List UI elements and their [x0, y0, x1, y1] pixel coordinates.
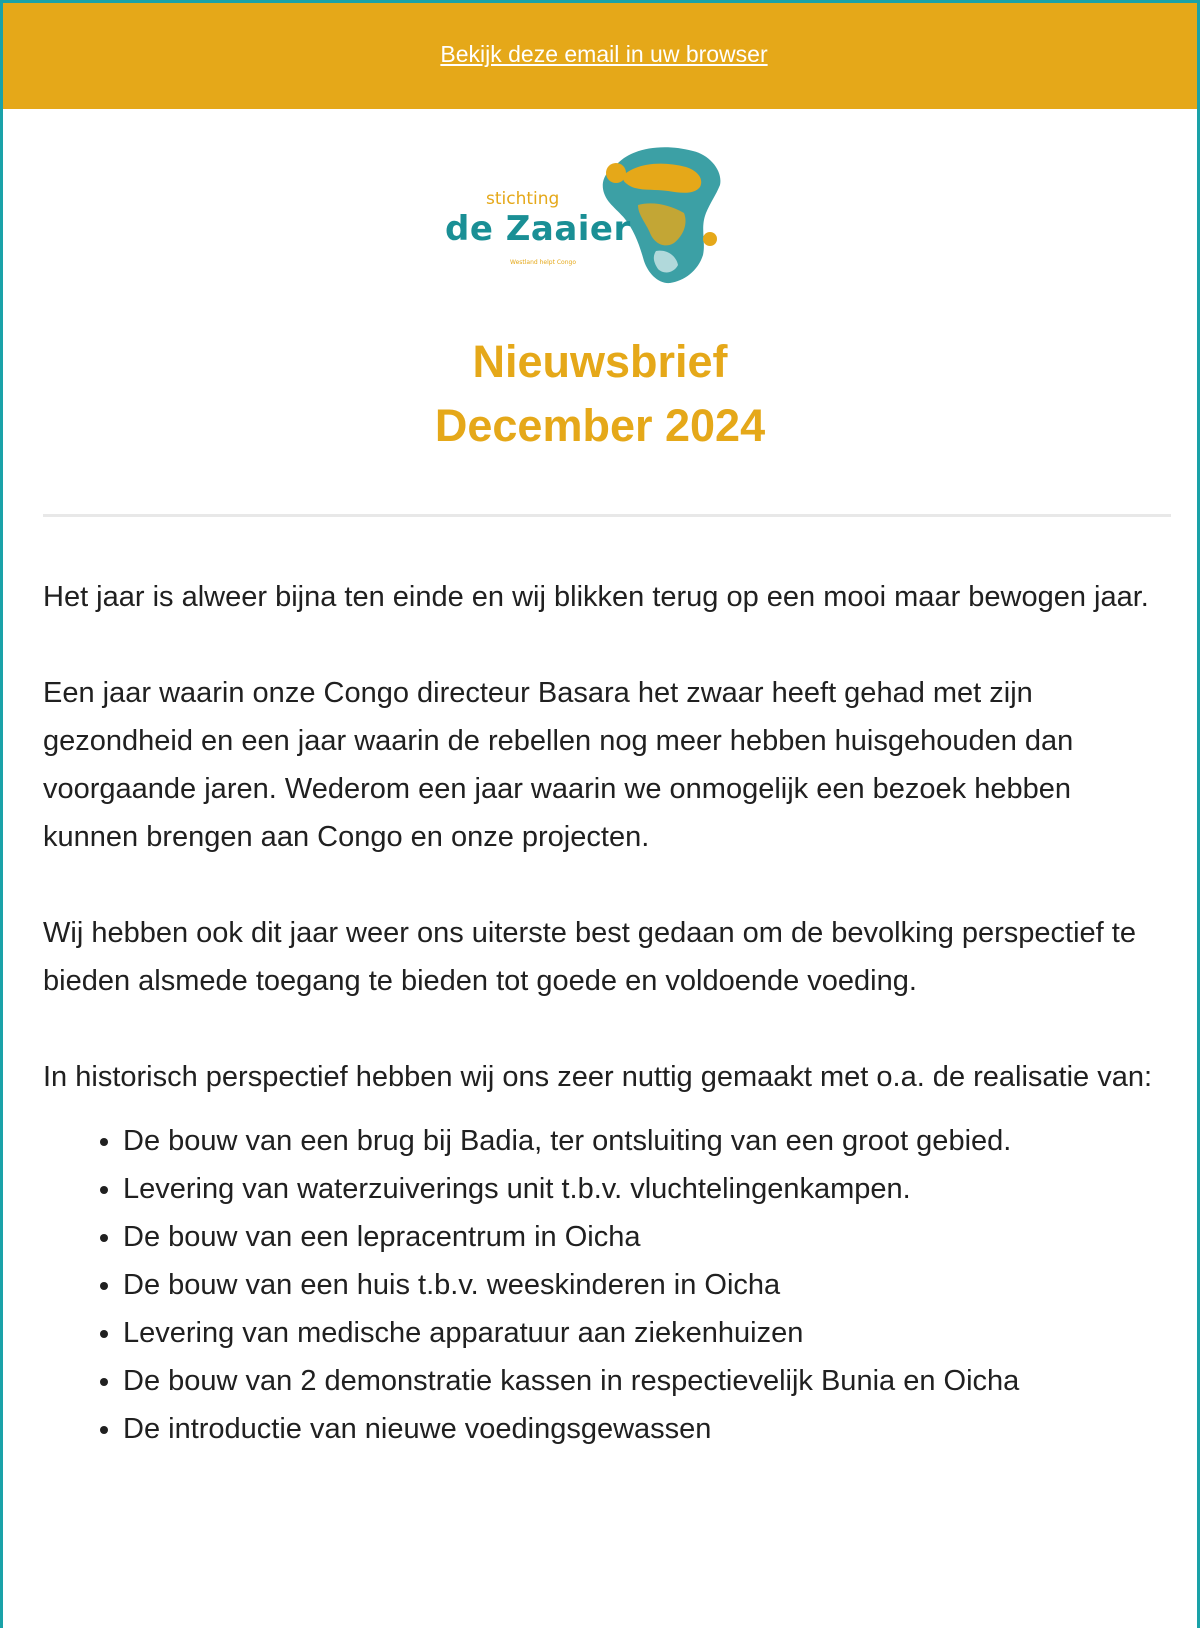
list-item: • De introductie van nieuwe voedingsgewassen: [123, 1405, 1171, 1453]
newsletter-body: [43, 573, 1171, 1453]
paragraph: In historisch perspectief hebben wij ons zeer nuttig gemaakt met o.a. de realisatie van:: [43, 1061, 1153, 1093]
list-item: • De bouw van een brug bij Badia, ter ontsluiting van een groot gebied.: [123, 1117, 1171, 1165]
newsletter-title: [3, 330, 1197, 458]
divider: [43, 514, 1171, 517]
list-item: • De bouw van een lepracentrum in Oicha: [123, 1213, 1171, 1261]
title-line-2: December 2024: [434, 400, 766, 451]
logo-name: de Zaaier: [445, 209, 631, 249]
achievements-list: [43, 1117, 1171, 1453]
logo-tagline: Westland helpt Congo: [510, 259, 576, 266]
title-line-1: Nieuwsbrief: [472, 336, 728, 387]
paragraph: Wij hebben ook dit jaar weer ons uiterste best gedaan om de bevolking perspectief te bieden alsmede toegang te bieden tot goede en voldoende voeding.: [43, 917, 1136, 997]
logo-small-text: stichting: [486, 189, 560, 209]
logo: [445, 143, 758, 298]
paragraph: Een jaar waarin onze Congo directeur Basara het zwaar heeft gehad met zijn gezondheid en een jaar waarin de rebellen nog meer hebben huisgehouden dan voorgaande jaren. Wederom een jaar waarin we onmogelijk een bezoek hebben kunnen brengen aan Congo en onze projecten.: [43, 677, 1074, 853]
top-banner: [3, 3, 1197, 109]
view-in-browser-link[interactable]: Bekijk deze email in uw browser: [440, 40, 768, 67]
list-item: • De bouw van een huis t.b.v. weeskinderen in Oicha: [123, 1261, 1171, 1309]
list-item: • Levering van medische apparatuur aan ziekenhuizen: [123, 1309, 1171, 1357]
paragraph: Het jaar is alweer bijna ten einde en wij blikken terug op een mooi maar bewogen jaar.: [43, 581, 1149, 613]
list-item: • Levering van waterzuiverings unit t.b.v. vluchtelingenkampen.: [123, 1165, 1171, 1213]
list-item: • De bouw van 2 demonstratie kassen in respectievelijk Bunia en Oicha: [123, 1357, 1171, 1405]
